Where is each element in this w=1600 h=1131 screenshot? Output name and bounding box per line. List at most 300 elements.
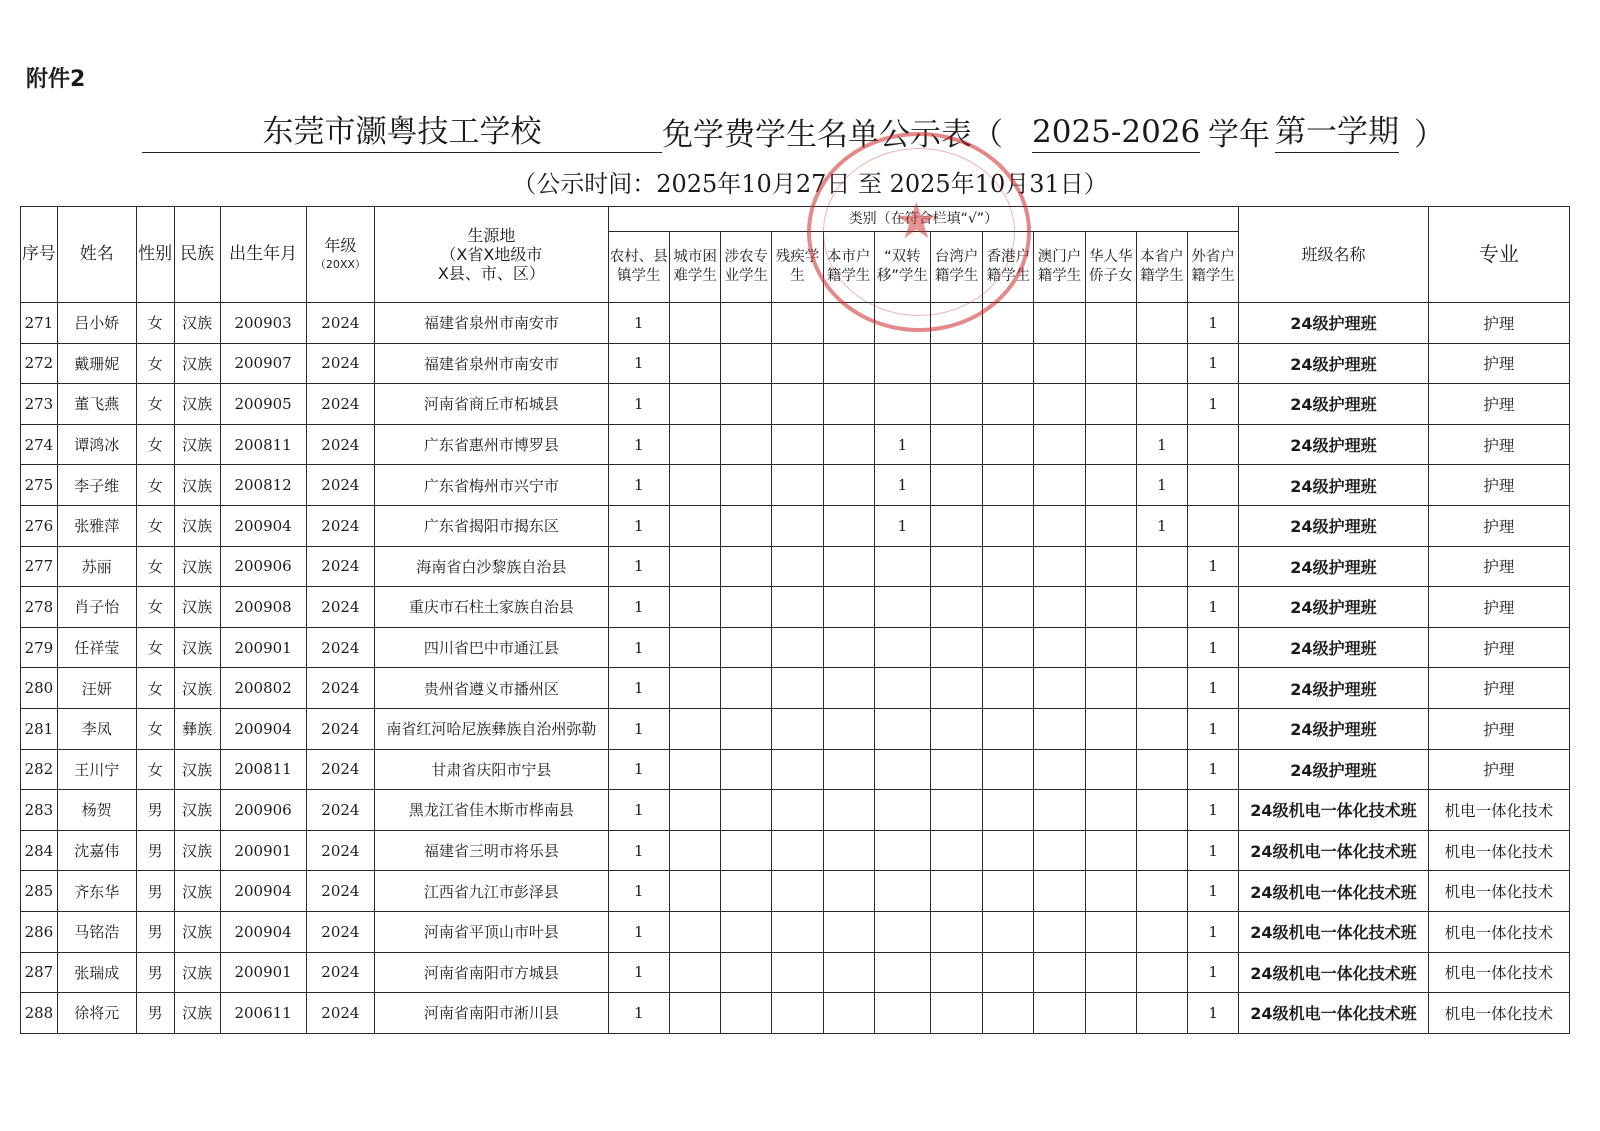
cell-category-mark: 1 <box>608 871 669 912</box>
cell-birth: 200903 <box>220 303 306 344</box>
cell-category-mark <box>874 384 930 425</box>
cell-category-mark: 1 <box>1136 465 1187 506</box>
cell-name: 戴珊妮 <box>57 343 136 384</box>
cell-category-mark <box>670 384 721 425</box>
cell-category-mark <box>721 790 772 831</box>
cell-gender: 女 <box>136 708 174 749</box>
cell-major: 护理 <box>1428 465 1569 506</box>
cell-category-mark <box>874 830 930 871</box>
cell-category-mark <box>721 830 772 871</box>
cell-hometown: 四川省巴中市通江县 <box>375 627 608 668</box>
semester: 第一学期 <box>1275 112 1399 153</box>
cell-category-mark <box>1034 343 1085 384</box>
cell-grade: 2024 <box>306 303 375 344</box>
header-major: 专业 <box>1428 207 1569 303</box>
title-main-text: 免学费学生名单公示表（ <box>662 117 1003 153</box>
cell-class-name: 24级护理班 <box>1239 587 1428 628</box>
cell-category-mark <box>772 546 823 587</box>
cell-category-mark <box>670 830 721 871</box>
title-close-paren: ） <box>1414 117 1445 153</box>
cell-hometown: 黑龙江省佳木斯市桦南县 <box>375 790 608 831</box>
cell-seq: 281 <box>21 708 58 749</box>
cell-hometown: 河南省平顶山市叶县 <box>375 911 608 952</box>
cell-gender: 女 <box>136 587 174 628</box>
cell-birth: 200901 <box>220 627 306 668</box>
cell-category-mark <box>874 343 930 384</box>
cell-category-mark <box>874 668 930 709</box>
student-list-table <box>20 206 1570 1034</box>
cell-category-mark: 1 <box>1188 871 1239 912</box>
cell-category-mark <box>983 384 1034 425</box>
cell-category-mark <box>772 993 823 1034</box>
cell-category-mark: 1 <box>874 424 930 465</box>
cell-hometown: 江西省九江市彭泽县 <box>375 871 608 912</box>
cell-category-mark <box>1034 871 1085 912</box>
cell-category-mark: 1 <box>1188 749 1239 790</box>
cell-category-mark <box>874 303 930 344</box>
cell-ethnicity: 汉族 <box>174 790 220 831</box>
cell-category-mark: 1 <box>1188 546 1239 587</box>
header-hometown-label: 生源地 <box>467 226 516 245</box>
cell-category-mark <box>721 911 772 952</box>
cell-category-mark <box>1085 749 1136 790</box>
cell-category-mark: 1 <box>608 424 669 465</box>
cell-category-mark <box>1136 627 1187 668</box>
cell-category-mark: 1 <box>1188 343 1239 384</box>
school-year: 2025-2026 <box>1032 112 1200 153</box>
cell-category-mark <box>670 627 721 668</box>
cell-grade: 2024 <box>306 993 375 1034</box>
cell-category-mark <box>772 911 823 952</box>
cell-category-mark <box>983 993 1034 1034</box>
header-category: “双转移”学生 <box>874 232 930 303</box>
cell-class-name: 24级机电一体化技术班 <box>1239 911 1428 952</box>
cell-grade: 2024 <box>306 505 375 546</box>
cell-category-mark: 1 <box>1188 668 1239 709</box>
cell-category-mark <box>721 708 772 749</box>
header-category: 城市困难学生 <box>670 232 721 303</box>
cell-category-mark <box>1136 384 1187 425</box>
cell-category-mark <box>1034 303 1085 344</box>
header-grade-format: （20XX） <box>314 257 366 271</box>
cell-category-mark <box>670 871 721 912</box>
cell-category-mark: 1 <box>1188 993 1239 1034</box>
table-row <box>21 871 1570 912</box>
cell-category-mark: 1 <box>1188 627 1239 668</box>
cell-category-mark <box>874 587 930 628</box>
cell-gender: 女 <box>136 749 174 790</box>
cell-category-mark <box>670 993 721 1034</box>
cell-category-mark <box>1085 871 1136 912</box>
header-birth: 出生年月 <box>220 207 306 303</box>
cell-ethnicity: 汉族 <box>174 546 220 587</box>
cell-hometown: 南省红河哈尼族彝族自治州弥勒 <box>375 708 608 749</box>
cell-birth: 200611 <box>220 993 306 1034</box>
cell-category-mark: 1 <box>608 303 669 344</box>
cell-category-mark <box>721 465 772 506</box>
cell-class-name: 24级护理班 <box>1239 546 1428 587</box>
cell-category-mark <box>823 749 874 790</box>
cell-category-mark <box>670 668 721 709</box>
attachment-label: 附件2 <box>26 67 86 92</box>
cell-category-mark <box>1034 668 1085 709</box>
cell-category-mark <box>1136 708 1187 749</box>
cell-grade: 2024 <box>306 911 375 952</box>
table-row <box>21 952 1570 993</box>
cell-category-mark <box>1034 911 1085 952</box>
cell-hometown: 广东省惠州市博罗县 <box>375 424 608 465</box>
cell-category-mark <box>931 627 983 668</box>
header-hometown-note-2: X县、市、区） <box>437 264 545 283</box>
cell-major: 护理 <box>1428 505 1569 546</box>
cell-gender: 男 <box>136 790 174 831</box>
cell-category-mark <box>772 587 823 628</box>
cell-name: 杨贺 <box>57 790 136 831</box>
cell-ethnicity: 汉族 <box>174 505 220 546</box>
cell-category-mark <box>670 343 721 384</box>
cell-seq: 280 <box>21 668 58 709</box>
table-row <box>21 465 1570 506</box>
cell-category-mark: 1 <box>608 505 669 546</box>
cell-category-mark <box>1034 993 1085 1034</box>
cell-ethnicity: 汉族 <box>174 303 220 344</box>
cell-category-mark: 1 <box>1188 708 1239 749</box>
cell-birth: 200904 <box>220 708 306 749</box>
cell-category-mark <box>983 830 1034 871</box>
cell-category-mark <box>931 911 983 952</box>
cell-class-name: 24级机电一体化技术班 <box>1239 993 1428 1034</box>
cell-seq: 279 <box>21 627 58 668</box>
cell-gender: 女 <box>136 384 174 425</box>
cell-category-mark: 1 <box>608 993 669 1034</box>
cell-seq: 273 <box>21 384 58 425</box>
cell-category-mark <box>823 303 874 344</box>
header-gender: 性别 <box>136 207 174 303</box>
cell-birth: 200811 <box>220 749 306 790</box>
cell-category-mark <box>670 303 721 344</box>
table-row <box>21 668 1570 709</box>
cell-category-mark <box>772 871 823 912</box>
cell-birth: 200901 <box>220 952 306 993</box>
header-category: 本市户籍学生 <box>823 232 874 303</box>
cell-category-mark <box>1188 424 1239 465</box>
cell-category-mark <box>983 627 1034 668</box>
cell-category-mark <box>772 424 823 465</box>
header-category: 涉农专业学生 <box>721 232 772 303</box>
cell-category-mark: 1 <box>874 465 930 506</box>
cell-category-mark <box>1034 749 1085 790</box>
cell-major: 机电一体化技术 <box>1428 871 1569 912</box>
cell-category-mark <box>931 668 983 709</box>
cell-category-mark <box>1085 303 1136 344</box>
table-row <box>21 749 1570 790</box>
cell-category-mark <box>1034 546 1085 587</box>
header-category: 本省户籍学生 <box>1136 232 1187 303</box>
cell-category-mark <box>1085 952 1136 993</box>
cell-class-name: 24级护理班 <box>1239 708 1428 749</box>
cell-category-mark <box>931 424 983 465</box>
cell-name: 王川宁 <box>57 749 136 790</box>
cell-category-mark <box>823 465 874 506</box>
cell-ethnicity: 汉族 <box>174 343 220 384</box>
cell-ethnicity: 汉族 <box>174 911 220 952</box>
cell-ethnicity: 汉族 <box>174 627 220 668</box>
header-category: 农村、县镇学生 <box>608 232 669 303</box>
cell-birth: 200904 <box>220 505 306 546</box>
cell-category-mark <box>1188 505 1239 546</box>
cell-category-mark <box>1085 505 1136 546</box>
cell-category-mark <box>931 708 983 749</box>
cell-category-mark <box>1034 790 1085 831</box>
table-body <box>21 303 1570 1034</box>
cell-name: 张瑞成 <box>57 952 136 993</box>
cell-category-mark <box>772 343 823 384</box>
cell-category-mark <box>772 303 823 344</box>
cell-name: 苏丽 <box>57 546 136 587</box>
cell-class-name: 24级机电一体化技术班 <box>1239 830 1428 871</box>
cell-category-mark <box>983 708 1034 749</box>
table-row <box>21 424 1570 465</box>
header-category: 香港户籍学生 <box>983 232 1034 303</box>
header-category: 华人华侨子女 <box>1085 232 1136 303</box>
cell-category-mark <box>1136 343 1187 384</box>
cell-seq: 286 <box>21 911 58 952</box>
cell-category-mark <box>1034 627 1085 668</box>
table-row <box>21 587 1570 628</box>
cell-grade: 2024 <box>306 424 375 465</box>
cell-hometown: 贵州省遵义市播州区 <box>375 668 608 709</box>
cell-class-name: 24级护理班 <box>1239 668 1428 709</box>
cell-gender: 女 <box>136 668 174 709</box>
cell-class-name: 24级护理班 <box>1239 465 1428 506</box>
table-row <box>21 627 1570 668</box>
cell-ethnicity: 汉族 <box>174 993 220 1034</box>
cell-category-mark <box>983 587 1034 628</box>
cell-category-mark <box>1085 424 1136 465</box>
cell-category-mark <box>1085 790 1136 831</box>
cell-category-mark <box>670 911 721 952</box>
cell-hometown: 福建省三明市将乐县 <box>375 830 608 871</box>
cell-grade: 2024 <box>306 384 375 425</box>
table-row <box>21 911 1570 952</box>
cell-category-mark <box>670 952 721 993</box>
cell-hometown: 广东省揭阳市揭东区 <box>375 505 608 546</box>
cell-gender: 男 <box>136 911 174 952</box>
cell-grade: 2024 <box>306 627 375 668</box>
cell-category-mark: 1 <box>608 546 669 587</box>
cell-category-mark <box>1085 911 1136 952</box>
cell-category-mark <box>670 587 721 628</box>
cell-category-mark <box>721 668 772 709</box>
cell-hometown: 福建省泉州市南安市 <box>375 303 608 344</box>
cell-category-mark <box>721 587 772 628</box>
cell-ethnicity: 汉族 <box>174 384 220 425</box>
cell-category-mark: 1 <box>874 505 930 546</box>
cell-name: 李子维 <box>57 465 136 506</box>
cell-class-name: 24级护理班 <box>1239 505 1428 546</box>
cell-name: 沈嘉伟 <box>57 830 136 871</box>
cell-ethnicity: 汉族 <box>174 749 220 790</box>
cell-category-mark <box>823 911 874 952</box>
cell-category-mark <box>931 505 983 546</box>
cell-class-name: 24级护理班 <box>1239 343 1428 384</box>
cell-category-mark <box>1136 790 1187 831</box>
cell-gender: 女 <box>136 465 174 506</box>
cell-major: 机电一体化技术 <box>1428 830 1569 871</box>
cell-category-mark <box>1136 668 1187 709</box>
cell-category-mark <box>823 790 874 831</box>
document-title <box>0 112 1600 160</box>
cell-category-mark <box>823 708 874 749</box>
cell-category-mark <box>983 952 1034 993</box>
cell-gender: 女 <box>136 424 174 465</box>
cell-name: 董飞燕 <box>57 384 136 425</box>
cell-major: 机电一体化技术 <box>1428 993 1569 1034</box>
cell-category-mark: 1 <box>1188 384 1239 425</box>
cell-birth: 200908 <box>220 587 306 628</box>
cell-birth: 200904 <box>220 911 306 952</box>
cell-category-mark <box>823 993 874 1034</box>
cell-category-mark <box>1034 587 1085 628</box>
cell-class-name: 24级机电一体化技术班 <box>1239 871 1428 912</box>
cell-ethnicity: 汉族 <box>174 668 220 709</box>
cell-category-mark <box>1085 668 1136 709</box>
table-row <box>21 546 1570 587</box>
cell-category-mark <box>983 749 1034 790</box>
cell-gender: 男 <box>136 952 174 993</box>
cell-major: 护理 <box>1428 668 1569 709</box>
cell-category-mark: 1 <box>608 911 669 952</box>
cell-category-mark <box>721 546 772 587</box>
cell-category-mark <box>772 505 823 546</box>
table-row <box>21 790 1570 831</box>
cell-category-mark: 1 <box>608 708 669 749</box>
cell-gender: 女 <box>136 343 174 384</box>
header-category: 外省户籍学生 <box>1188 232 1239 303</box>
cell-class-name: 24级护理班 <box>1239 384 1428 425</box>
cell-class-name: 24级护理班 <box>1239 627 1428 668</box>
cell-grade: 2024 <box>306 871 375 912</box>
cell-birth: 200812 <box>220 465 306 506</box>
cell-grade: 2024 <box>306 465 375 506</box>
header-grade-label: 年级 <box>324 235 357 255</box>
cell-class-name: 24级护理班 <box>1239 749 1428 790</box>
cell-category-mark: 1 <box>608 749 669 790</box>
cell-birth: 200905 <box>220 384 306 425</box>
cell-category-mark <box>983 343 1034 384</box>
header-hometown <box>375 207 608 303</box>
cell-name: 马铭浩 <box>57 911 136 952</box>
cell-major: 护理 <box>1428 708 1569 749</box>
cell-gender: 女 <box>136 505 174 546</box>
cell-name: 谭鸿冰 <box>57 424 136 465</box>
cell-ethnicity: 汉族 <box>174 952 220 993</box>
header-ethnicity: 民族 <box>174 207 220 303</box>
cell-category-mark <box>772 749 823 790</box>
cell-grade: 2024 <box>306 749 375 790</box>
cell-grade: 2024 <box>306 343 375 384</box>
cell-category-mark <box>823 505 874 546</box>
cell-category-mark <box>1136 587 1187 628</box>
cell-category-mark <box>931 384 983 425</box>
cell-category-mark <box>983 546 1034 587</box>
cell-category-mark: 1 <box>608 465 669 506</box>
notice-period: （公示时间：2025年10月27日 至 2025年10月31日） <box>512 170 1108 198</box>
table-row <box>21 384 1570 425</box>
cell-category-mark <box>772 790 823 831</box>
cell-hometown: 福建省泉州市南安市 <box>375 343 608 384</box>
cell-category-mark <box>721 384 772 425</box>
table-row <box>21 708 1570 749</box>
cell-category-mark <box>823 871 874 912</box>
cell-category-mark <box>1034 830 1085 871</box>
cell-category-mark <box>874 952 930 993</box>
cell-category-mark <box>1136 749 1187 790</box>
school-name: 东莞市灏粤技工学校 <box>142 112 662 153</box>
cell-category-mark <box>1034 708 1085 749</box>
cell-category-mark <box>931 546 983 587</box>
header-category: 澳门户籍学生 <box>1034 232 1085 303</box>
cell-category-mark <box>983 303 1034 344</box>
cell-category-mark <box>670 546 721 587</box>
cell-grade: 2024 <box>306 668 375 709</box>
cell-hometown: 重庆市石柱土家族自治县 <box>375 587 608 628</box>
cell-category-mark <box>931 465 983 506</box>
header-name: 姓名 <box>57 207 136 303</box>
cell-category-mark <box>1136 871 1187 912</box>
cell-seq: 282 <box>21 749 58 790</box>
cell-category-mark <box>721 303 772 344</box>
cell-category-mark <box>670 465 721 506</box>
cell-category-mark <box>874 871 930 912</box>
cell-category-mark <box>1085 993 1136 1034</box>
cell-category-mark: 1 <box>608 627 669 668</box>
cell-ethnicity: 彝族 <box>174 708 220 749</box>
cell-category-mark <box>931 749 983 790</box>
cell-category-mark <box>1085 546 1136 587</box>
cell-hometown: 河南省南阳市方城县 <box>375 952 608 993</box>
cell-category-mark <box>874 993 930 1034</box>
cell-seq: 277 <box>21 546 58 587</box>
cell-name: 徐将元 <box>57 993 136 1034</box>
header-grade <box>306 207 375 303</box>
cell-category-mark <box>1136 911 1187 952</box>
cell-category-mark <box>823 343 874 384</box>
cell-category-mark: 1 <box>1136 505 1187 546</box>
cell-category-mark <box>1136 303 1187 344</box>
cell-category-mark <box>874 627 930 668</box>
cell-gender: 男 <box>136 830 174 871</box>
cell-category-mark <box>670 708 721 749</box>
cell-category-mark: 1 <box>608 587 669 628</box>
cell-grade: 2024 <box>306 790 375 831</box>
cell-seq: 287 <box>21 952 58 993</box>
cell-ethnicity: 汉族 <box>174 871 220 912</box>
cell-hometown: 海南省白沙黎族自治县 <box>375 546 608 587</box>
cell-category-mark <box>983 424 1034 465</box>
cell-category-mark <box>931 830 983 871</box>
cell-birth: 200906 <box>220 546 306 587</box>
cell-category-mark: 1 <box>608 384 669 425</box>
cell-category-mark <box>874 749 930 790</box>
cell-category-mark <box>670 790 721 831</box>
school-year-label: 学年 <box>1208 117 1270 153</box>
cell-name: 李凤 <box>57 708 136 749</box>
cell-category-mark <box>1034 465 1085 506</box>
cell-category-mark: 1 <box>608 790 669 831</box>
cell-grade: 2024 <box>306 546 375 587</box>
cell-category-mark: 1 <box>1136 424 1187 465</box>
